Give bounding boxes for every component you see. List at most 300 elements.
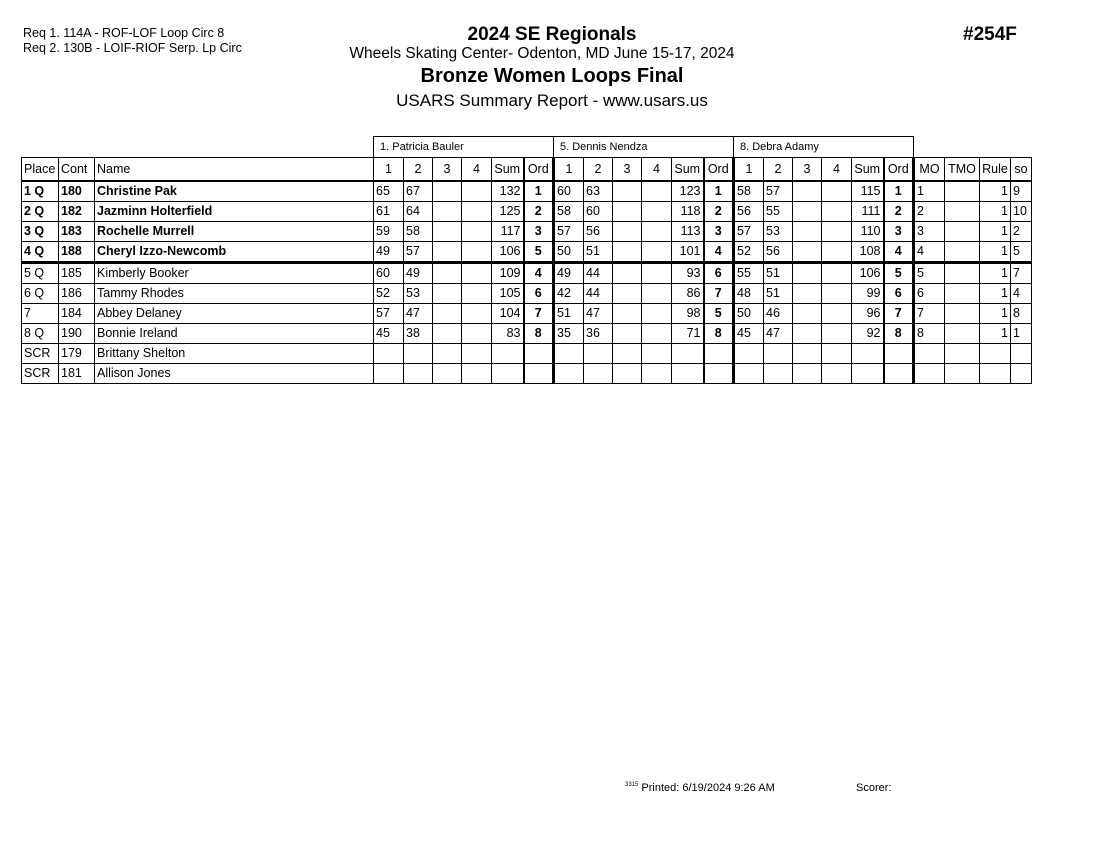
place-cell: 1 Q bbox=[22, 181, 59, 202]
judge-1-sum: 105 bbox=[492, 284, 524, 304]
skater-name-cell: Brittany Shelton bbox=[95, 344, 374, 364]
mo-cell bbox=[914, 344, 945, 364]
so-cell: 5 bbox=[1011, 242, 1032, 263]
judge-1-sum: 109 bbox=[492, 263, 524, 284]
judge-2-ordinal: 4 bbox=[704, 242, 734, 263]
judge-1-ordinal bbox=[524, 344, 554, 364]
judge-3-ordinal bbox=[884, 364, 914, 384]
place-cell: SCR bbox=[22, 364, 59, 384]
judge-3-score-1: 56 bbox=[734, 202, 764, 222]
judges-row bbox=[22, 137, 1032, 158]
judge-3-ordinal: 7 bbox=[884, 304, 914, 324]
judge-1-score-4 bbox=[462, 304, 492, 324]
col-j1-sum: Sum bbox=[492, 158, 524, 182]
rule-cell: 1 bbox=[980, 284, 1011, 304]
judge-1-score-3 bbox=[433, 222, 462, 242]
judge-1-score-4 bbox=[462, 181, 492, 202]
contestant-number-cell: 181 bbox=[59, 364, 95, 384]
judge-2-score-1 bbox=[554, 364, 584, 384]
col-j1-s3: 3 bbox=[433, 158, 462, 182]
judge-2-sum: 71 bbox=[672, 324, 704, 344]
judge-1-ordinal bbox=[524, 364, 554, 384]
judge-1-score-2 bbox=[404, 364, 433, 384]
col-j2-ord: Ord bbox=[704, 158, 734, 182]
judge-2-score-2: 60 bbox=[584, 202, 613, 222]
judge-3-sum: 110 bbox=[852, 222, 884, 242]
judge-1-sum: 104 bbox=[492, 304, 524, 324]
judge-2-sum bbox=[672, 344, 704, 364]
judge-2-score-1: 60 bbox=[554, 181, 584, 202]
table-row bbox=[22, 284, 1032, 304]
judge-1-score-2: 64 bbox=[404, 202, 433, 222]
judge-3-ordinal: 3 bbox=[884, 222, 914, 242]
mo-cell: 1 bbox=[914, 181, 945, 202]
judge-2-sum bbox=[672, 364, 704, 384]
contestant-number-cell: 185 bbox=[59, 263, 95, 284]
judge-2-ordinal: 5 bbox=[704, 304, 734, 324]
results-table bbox=[21, 136, 1032, 384]
skater-name-cell: Kimberly Booker bbox=[95, 263, 374, 284]
skater-name-cell: Allison Jones bbox=[95, 364, 374, 384]
judge-3-score-2: 47 bbox=[764, 324, 793, 344]
requirement-2: Req 2. 130B - LOIF-RIOF Serp. Lp Circ bbox=[23, 41, 242, 55]
judge-2-sum: 118 bbox=[672, 202, 704, 222]
judge-3-score-4 bbox=[822, 324, 852, 344]
mo-cell: 5 bbox=[914, 263, 945, 284]
tmo-cell bbox=[945, 202, 980, 222]
judge-1: 1. Patricia Bauler bbox=[374, 137, 554, 158]
judge-3-score-4 bbox=[822, 181, 852, 202]
judge-1-ordinal: 5 bbox=[524, 242, 554, 263]
judge-1-sum: 125 bbox=[492, 202, 524, 222]
judge-2-sum: 123 bbox=[672, 181, 704, 202]
so-cell bbox=[1011, 364, 1032, 384]
tmo-cell bbox=[945, 181, 980, 202]
judge-1-score-3 bbox=[433, 344, 462, 364]
judge-2-score-2: 44 bbox=[584, 263, 613, 284]
tmo-cell bbox=[945, 222, 980, 242]
judge-3-score-2 bbox=[764, 364, 793, 384]
judge-3-score-2: 56 bbox=[764, 242, 793, 263]
judge-2-score-4 bbox=[642, 364, 672, 384]
so-cell: 10 bbox=[1011, 202, 1032, 222]
col-j3-s2: 2 bbox=[764, 158, 793, 182]
contestant-number-cell: 183 bbox=[59, 222, 95, 242]
judge-1-score-4 bbox=[462, 324, 492, 344]
judge-2-score-1: 42 bbox=[554, 284, 584, 304]
skater-name-cell: Bonnie Ireland bbox=[95, 324, 374, 344]
judge-3-score-3 bbox=[793, 324, 822, 344]
place-cell: 7 bbox=[22, 304, 59, 324]
judge-2-ordinal: 7 bbox=[704, 284, 734, 304]
results-body bbox=[22, 181, 1032, 384]
col-j3-s1: 1 bbox=[734, 158, 764, 182]
judge-1-ordinal: 4 bbox=[524, 263, 554, 284]
judge-3-score-3 bbox=[793, 284, 822, 304]
judge-1-score-4 bbox=[462, 263, 492, 284]
page-title: Bronze Women Loops Final bbox=[420, 65, 684, 87]
judge-3-sum: 111 bbox=[852, 202, 884, 222]
judge-3-score-4 bbox=[822, 222, 852, 242]
judge-1-score-1: 57 bbox=[374, 304, 404, 324]
requirement-1: Req 1. 114A - ROF-LOF Loop Circ 8 bbox=[23, 26, 225, 40]
contestant-number-cell: 188 bbox=[59, 242, 95, 263]
judge-1-sum: 83 bbox=[492, 324, 524, 344]
judge-2-ordinal: 3 bbox=[704, 222, 734, 242]
judge-2-score-3 bbox=[613, 364, 642, 384]
judge-1-ordinal: 2 bbox=[524, 202, 554, 222]
contestant-number-cell: 184 bbox=[59, 304, 95, 324]
col-j3-s4: 4 bbox=[822, 158, 852, 182]
col-so: so bbox=[1011, 158, 1032, 182]
judge-3-score-3 bbox=[793, 242, 822, 263]
judge-2-score-3 bbox=[613, 284, 642, 304]
judge-3-score-4 bbox=[822, 304, 852, 324]
tmo-cell bbox=[945, 304, 980, 324]
rule-cell: 1 bbox=[980, 202, 1011, 222]
judge-1-score-1: 61 bbox=[374, 202, 404, 222]
table-row bbox=[22, 263, 1032, 284]
judge-2-score-1: 58 bbox=[554, 202, 584, 222]
judge-2-score-2: 44 bbox=[584, 284, 613, 304]
judge-2-score-4 bbox=[642, 304, 672, 324]
rule-cell: 1 bbox=[980, 181, 1011, 202]
so-cell: 7 bbox=[1011, 263, 1032, 284]
judge-1-score-2: 67 bbox=[404, 181, 433, 202]
judge-2-score-1 bbox=[554, 344, 584, 364]
judge-2-score-3 bbox=[613, 242, 642, 263]
judge-3-score-2: 55 bbox=[764, 202, 793, 222]
judge-1-score-2: 58 bbox=[404, 222, 433, 242]
judge-2-score-3 bbox=[613, 181, 642, 202]
judge-2-sum: 101 bbox=[672, 242, 704, 263]
skater-name-cell: Jazminn Holterfield bbox=[95, 202, 374, 222]
judge-1-score-2: 53 bbox=[404, 284, 433, 304]
skater-name-cell: Tammy Rhodes bbox=[95, 284, 374, 304]
mo-cell bbox=[914, 364, 945, 384]
judge-1-score-1 bbox=[374, 364, 404, 384]
judge-1-ordinal: 6 bbox=[524, 284, 554, 304]
column-header-row bbox=[22, 158, 1032, 182]
judge-3-score-2: 53 bbox=[764, 222, 793, 242]
rule-cell: 1 bbox=[980, 263, 1011, 284]
contestant-number-cell: 179 bbox=[59, 344, 95, 364]
table-row bbox=[22, 202, 1032, 222]
judge-1-score-4 bbox=[462, 222, 492, 242]
event-name: 2024 SE Regionals bbox=[467, 24, 637, 45]
table-row bbox=[22, 222, 1032, 242]
judge-3-score-3 bbox=[793, 202, 822, 222]
rule-cell: 1 bbox=[980, 242, 1011, 263]
judge-3-score-1: 52 bbox=[734, 242, 764, 263]
judge-2-score-1: 49 bbox=[554, 263, 584, 284]
judge-2-score-2 bbox=[584, 344, 613, 364]
skater-name-cell: Cheryl Izzo-Newcomb bbox=[95, 242, 374, 263]
skater-name-cell: Abbey Delaney bbox=[95, 304, 374, 324]
judge-2-ordinal bbox=[704, 344, 734, 364]
judge-2-score-1: 50 bbox=[554, 242, 584, 263]
judge-3-score-4 bbox=[822, 344, 852, 364]
judge-3-score-2: 51 bbox=[764, 263, 793, 284]
judge-1-score-3 bbox=[433, 304, 462, 324]
contestant-number-cell: 186 bbox=[59, 284, 95, 304]
contestant-number-cell: 180 bbox=[59, 181, 95, 202]
judge-3-score-1: 57 bbox=[734, 222, 764, 242]
col-j2-s4: 4 bbox=[642, 158, 672, 182]
judge-1-score-3 bbox=[433, 181, 462, 202]
tmo-cell bbox=[945, 284, 980, 304]
judge-3-sum bbox=[852, 344, 884, 364]
judge-1-score-2: 49 bbox=[404, 263, 433, 284]
place-cell: 4 Q bbox=[22, 242, 59, 263]
printed-date: Printed: 6/19/2024 9:26 AM bbox=[641, 782, 775, 794]
judge-3-score-4 bbox=[822, 263, 852, 284]
col-place: Place bbox=[22, 158, 59, 182]
col-j1-s1: 1 bbox=[374, 158, 404, 182]
judge-2-score-2: 36 bbox=[584, 324, 613, 344]
judge-2-ordinal bbox=[704, 364, 734, 384]
tmo-cell bbox=[945, 364, 980, 384]
col-j1-s2: 2 bbox=[404, 158, 433, 182]
judge-3-score-3 bbox=[793, 222, 822, 242]
judge-1-score-1: 45 bbox=[374, 324, 404, 344]
col-j2-s3: 3 bbox=[613, 158, 642, 182]
judge-3-score-1 bbox=[734, 364, 764, 384]
judge-1-sum bbox=[492, 364, 524, 384]
col-j1-ord: Ord bbox=[524, 158, 554, 182]
judge-2-score-3 bbox=[613, 304, 642, 324]
judge-2-sum: 93 bbox=[672, 263, 704, 284]
judge-1-score-1 bbox=[374, 344, 404, 364]
event-id: #254F bbox=[963, 24, 1017, 45]
so-cell: 1 bbox=[1011, 324, 1032, 344]
col-j2-s2: 2 bbox=[584, 158, 613, 182]
judge-3-ordinal: 2 bbox=[884, 202, 914, 222]
judge-2-score-4 bbox=[642, 344, 672, 364]
judge-1-score-3 bbox=[433, 284, 462, 304]
judge-3-score-4 bbox=[822, 364, 852, 384]
place-cell: SCR bbox=[22, 344, 59, 364]
judge-1-score-4 bbox=[462, 202, 492, 222]
judge-3-score-3 bbox=[793, 304, 822, 324]
judge-2-score-1: 35 bbox=[554, 324, 584, 344]
judge-3-score-4 bbox=[822, 242, 852, 263]
judge-1-score-2: 47 bbox=[404, 304, 433, 324]
judge-1-score-3 bbox=[433, 242, 462, 263]
col-j3-ord: Ord bbox=[884, 158, 914, 182]
judge-3-sum: 92 bbox=[852, 324, 884, 344]
event-venue: Wheels Skating Center- Odenton, MD June 15-17, 2024 bbox=[349, 45, 735, 62]
col-j2-sum: Sum bbox=[672, 158, 704, 182]
judge-2: 5. Dennis Nendza bbox=[554, 137, 734, 158]
judge-3-ordinal: 6 bbox=[884, 284, 914, 304]
mo-cell: 3 bbox=[914, 222, 945, 242]
judge-2-score-4 bbox=[642, 263, 672, 284]
judge-2-score-4 bbox=[642, 242, 672, 263]
skater-name-cell: Christine Pak bbox=[95, 181, 374, 202]
judge-1-score-3 bbox=[433, 324, 462, 344]
judge-3-sum: 115 bbox=[852, 181, 884, 202]
judge-2-score-2 bbox=[584, 364, 613, 384]
judge-1-score-3 bbox=[433, 364, 462, 384]
judge-3: 8. Debra Adamy bbox=[734, 137, 914, 158]
judge-3-ordinal bbox=[884, 344, 914, 364]
judge-3-score-4 bbox=[822, 202, 852, 222]
table-row bbox=[22, 304, 1032, 324]
mo-cell: 2 bbox=[914, 202, 945, 222]
judge-1-score-2 bbox=[404, 344, 433, 364]
contestant-number-cell: 190 bbox=[59, 324, 95, 344]
place-cell: 2 Q bbox=[22, 202, 59, 222]
judge-2-score-2: 63 bbox=[584, 181, 613, 202]
judge-3-score-1 bbox=[734, 344, 764, 364]
so-cell: 8 bbox=[1011, 304, 1032, 324]
judge-2-score-2: 47 bbox=[584, 304, 613, 324]
judge-2-score-4 bbox=[642, 181, 672, 202]
judge-2-score-3 bbox=[613, 324, 642, 344]
judge-2-sum: 86 bbox=[672, 284, 704, 304]
judge-2-score-3 bbox=[613, 202, 642, 222]
judge-2-score-4 bbox=[642, 324, 672, 344]
footer-printed bbox=[625, 782, 775, 794]
rule-cell: 1 bbox=[980, 324, 1011, 344]
so-cell: 2 bbox=[1011, 222, 1032, 242]
so-cell bbox=[1011, 344, 1032, 364]
judge-3-score-1: 45 bbox=[734, 324, 764, 344]
judge-3-score-1: 58 bbox=[734, 181, 764, 202]
place-cell: 8 Q bbox=[22, 324, 59, 344]
scorer-label: Scorer: bbox=[856, 782, 892, 794]
judge-2-score-2: 56 bbox=[584, 222, 613, 242]
judge-3-score-3 bbox=[793, 344, 822, 364]
judge-1-score-4 bbox=[462, 344, 492, 364]
judge-3-score-3 bbox=[793, 364, 822, 384]
so-cell: 9 bbox=[1011, 181, 1032, 202]
table-row bbox=[22, 242, 1032, 263]
judge-1-ordinal: 1 bbox=[524, 181, 554, 202]
table-row bbox=[22, 364, 1032, 384]
footer-code: 3315 bbox=[625, 782, 639, 788]
judge-2-ordinal: 2 bbox=[704, 202, 734, 222]
rule-cell bbox=[980, 364, 1011, 384]
judge-3-score-2: 51 bbox=[764, 284, 793, 304]
judge-2-sum: 98 bbox=[672, 304, 704, 324]
judge-3-ordinal: 4 bbox=[884, 242, 914, 263]
judge-1-sum: 117 bbox=[492, 222, 524, 242]
rule-cell: 1 bbox=[980, 304, 1011, 324]
judge-1-ordinal: 8 bbox=[524, 324, 554, 344]
judge-3-sum: 96 bbox=[852, 304, 884, 324]
mo-cell: 6 bbox=[914, 284, 945, 304]
place-cell: 6 Q bbox=[22, 284, 59, 304]
judge-3-score-3 bbox=[793, 263, 822, 284]
judge-1-ordinal: 7 bbox=[524, 304, 554, 324]
judge-2-sum: 113 bbox=[672, 222, 704, 242]
judge-3-sum bbox=[852, 364, 884, 384]
col-j1-s4: 4 bbox=[462, 158, 492, 182]
judge-1-score-1: 59 bbox=[374, 222, 404, 242]
judge-3-score-2 bbox=[764, 344, 793, 364]
col-j3-sum: Sum bbox=[852, 158, 884, 182]
col-tmo: TMO bbox=[945, 158, 980, 182]
judge-3-score-1: 50 bbox=[734, 304, 764, 324]
judge-2-score-1: 57 bbox=[554, 222, 584, 242]
judge-1-sum: 106 bbox=[492, 242, 524, 263]
judge-2-score-1: 51 bbox=[554, 304, 584, 324]
judge-2-ordinal: 8 bbox=[704, 324, 734, 344]
judge-1-score-2: 57 bbox=[404, 242, 433, 263]
col-rule: Rule bbox=[980, 158, 1011, 182]
table-row bbox=[22, 181, 1032, 202]
judge-1-score-1: 49 bbox=[374, 242, 404, 263]
rule-cell bbox=[980, 344, 1011, 364]
judge-3-score-2: 57 bbox=[764, 181, 793, 202]
judge-1-score-1: 52 bbox=[374, 284, 404, 304]
judge-1-score-2: 38 bbox=[404, 324, 433, 344]
judge-2-score-4 bbox=[642, 284, 672, 304]
judge-2-score-4 bbox=[642, 202, 672, 222]
place-cell: 3 Q bbox=[22, 222, 59, 242]
judge-3-ordinal: 8 bbox=[884, 324, 914, 344]
judge-1-score-4 bbox=[462, 364, 492, 384]
tmo-cell bbox=[945, 324, 980, 344]
col-cont: Cont bbox=[59, 158, 95, 182]
judge-2-score-3 bbox=[613, 344, 642, 364]
judge-2-score-3 bbox=[613, 222, 642, 242]
judge-1-score-1: 65 bbox=[374, 181, 404, 202]
judge-3-score-1: 48 bbox=[734, 284, 764, 304]
judge-1-score-4 bbox=[462, 242, 492, 263]
report-name: USARS Summary Report - www.usars.us bbox=[396, 91, 708, 110]
tmo-cell bbox=[945, 344, 980, 364]
judge-1-sum: 132 bbox=[492, 181, 524, 202]
judge-3-score-4 bbox=[822, 284, 852, 304]
judge-3-ordinal: 5 bbox=[884, 263, 914, 284]
judge-1-score-3 bbox=[433, 263, 462, 284]
mo-cell: 4 bbox=[914, 242, 945, 263]
judge-3-sum: 99 bbox=[852, 284, 884, 304]
judge-3-ordinal: 1 bbox=[884, 181, 914, 202]
place-cell: 5 Q bbox=[22, 263, 59, 284]
mo-cell: 7 bbox=[914, 304, 945, 324]
col-j2-s1: 1 bbox=[554, 158, 584, 182]
judge-3-sum: 108 bbox=[852, 242, 884, 263]
so-cell: 4 bbox=[1011, 284, 1032, 304]
judge-3-sum: 106 bbox=[852, 263, 884, 284]
judge-3-score-1: 55 bbox=[734, 263, 764, 284]
skater-name-cell: Rochelle Murrell bbox=[95, 222, 374, 242]
table-row bbox=[22, 324, 1032, 344]
judge-1-score-4 bbox=[462, 284, 492, 304]
judge-1-score-1: 60 bbox=[374, 263, 404, 284]
judge-1-ordinal: 3 bbox=[524, 222, 554, 242]
judge-2-score-2: 51 bbox=[584, 242, 613, 263]
judge-2-ordinal: 6 bbox=[704, 263, 734, 284]
mo-cell: 8 bbox=[914, 324, 945, 344]
col-j3-s3: 3 bbox=[793, 158, 822, 182]
judge-2-score-3 bbox=[613, 263, 642, 284]
judge-2-ordinal: 1 bbox=[704, 181, 734, 202]
judge-1-sum bbox=[492, 344, 524, 364]
contestant-number-cell: 182 bbox=[59, 202, 95, 222]
col-mo: MO bbox=[914, 158, 945, 182]
judge-3-score-2: 46 bbox=[764, 304, 793, 324]
tmo-cell bbox=[945, 242, 980, 263]
judge-3-score-3 bbox=[793, 181, 822, 202]
tmo-cell bbox=[945, 263, 980, 284]
judge-1-score-3 bbox=[433, 202, 462, 222]
judge-2-score-4 bbox=[642, 222, 672, 242]
